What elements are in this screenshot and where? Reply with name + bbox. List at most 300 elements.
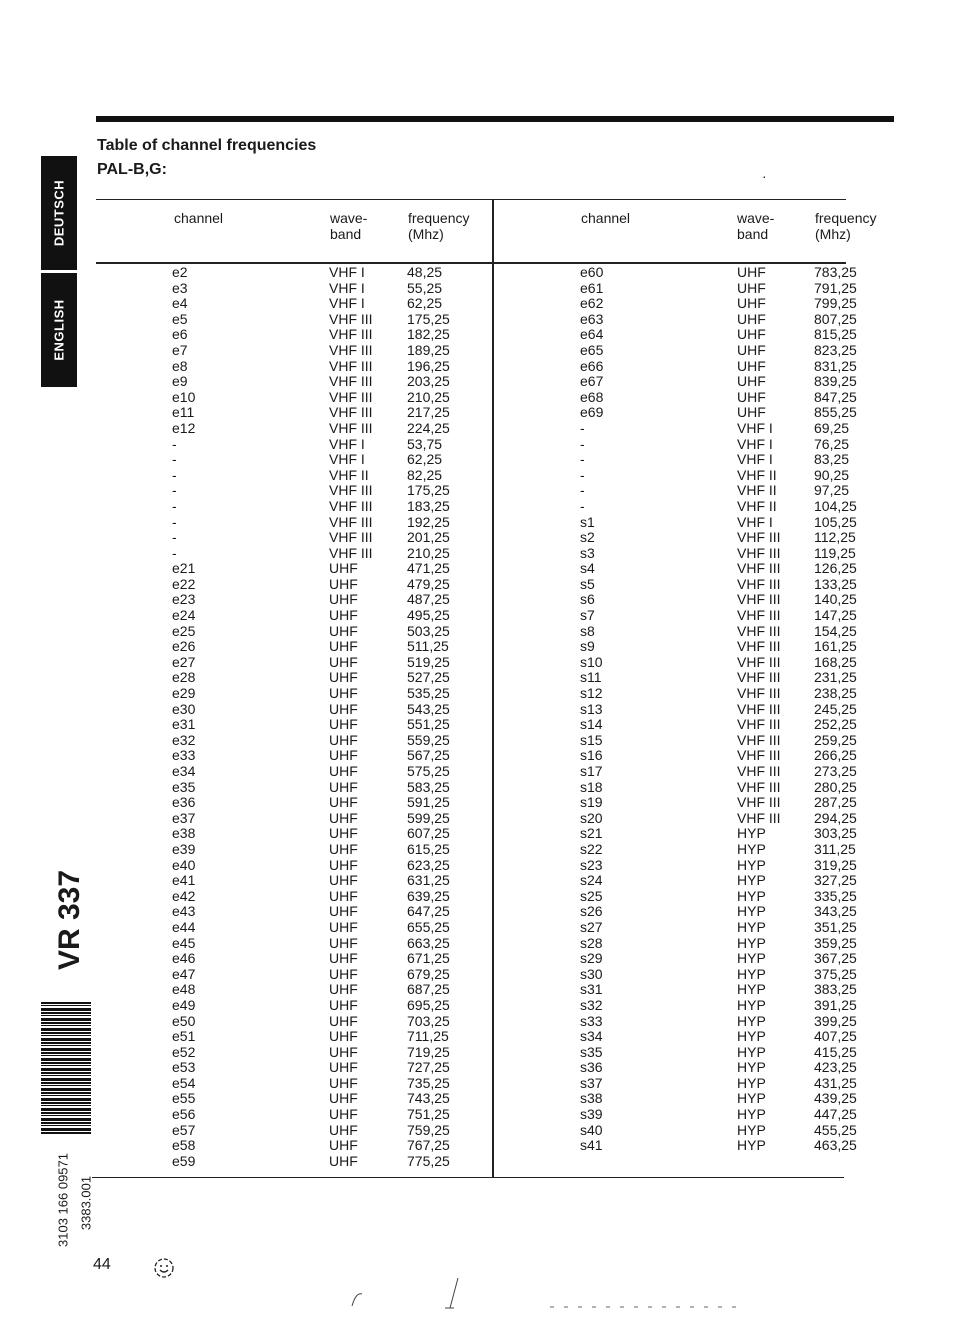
- table-cell: s16: [580, 747, 603, 764]
- table-cell: e57: [172, 1121, 196, 1138]
- table-cell: e35: [172, 778, 196, 795]
- table-cell: s2: [580, 529, 595, 546]
- table-cell: s32: [580, 996, 603, 1013]
- table-cell: UHF: [329, 1152, 358, 1169]
- table-cell: UHF: [329, 794, 358, 811]
- table-cell: e38: [172, 825, 196, 842]
- table-cell: VHF III: [737, 747, 781, 764]
- table-cell: e31: [172, 716, 196, 733]
- header-waveband-left: wave- band: [330, 210, 368, 242]
- table-cell: VHF III: [329, 310, 373, 327]
- table-cell: 287,25: [814, 794, 857, 811]
- table-cell: UHF: [329, 1012, 358, 1029]
- table-cell: VHF III: [329, 529, 373, 546]
- table-cell: UHF: [329, 950, 358, 967]
- table-cell: HYP: [737, 1106, 766, 1123]
- table-cell: 210,25: [407, 388, 450, 405]
- table-cell: 471,25: [407, 560, 450, 577]
- table-cell: 775,25: [407, 1152, 450, 1169]
- table-cell: UHF: [329, 700, 358, 717]
- table-cell: 503,25: [407, 622, 450, 639]
- table-cell: UHF: [329, 981, 358, 998]
- table-cell: s18: [580, 778, 603, 795]
- table-cell: 175,25: [407, 482, 450, 499]
- table-cell: 90,25: [814, 466, 850, 483]
- table-cell: UHF: [737, 373, 766, 390]
- table-cell: s36: [580, 1059, 603, 1076]
- table-cell: 319,25: [814, 856, 857, 873]
- table-cell: UHF: [737, 341, 766, 358]
- table-cell: 607,25: [407, 825, 450, 842]
- right-channel-column: [580, 265, 603, 1154]
- table-cell: HYP: [737, 934, 766, 951]
- table-cell: HYP: [737, 1090, 766, 1107]
- table-cell: e8: [172, 357, 188, 374]
- table-cell: e40: [172, 856, 196, 873]
- table-cell: e34: [172, 763, 196, 779]
- table-cell: VHF III: [737, 529, 781, 546]
- table-top-rule: [96, 199, 846, 200]
- table-cell: VHF III: [737, 560, 781, 577]
- table-cell: 53,75: [407, 435, 443, 452]
- table-cell: s24: [580, 872, 603, 889]
- table-cell: 559,25: [407, 731, 450, 748]
- table-cell: UHF: [737, 264, 766, 280]
- table-cell: 735,25: [407, 1074, 450, 1091]
- table-cell: VHF I: [329, 279, 365, 296]
- table-cell: VHF II: [737, 482, 777, 499]
- part-number-2: [76, 1158, 96, 1248]
- table-cell: VHF III: [329, 326, 373, 343]
- table-cell: HYP: [737, 825, 766, 842]
- table-cell: UHF: [329, 1121, 358, 1138]
- table-cell: VHF III: [329, 357, 373, 374]
- table-cell: 807,25: [814, 310, 857, 327]
- table-cell: e48: [172, 981, 196, 998]
- table-cell: 327,25: [814, 872, 857, 889]
- table-cell: 183,25: [407, 497, 450, 514]
- page-number: 44: [93, 1256, 111, 1273]
- table-cell: 351,25: [814, 918, 857, 935]
- table-cell: VHF III: [737, 685, 781, 702]
- table-cell: 511,25: [407, 638, 449, 655]
- table-cell: 238,25: [814, 685, 857, 702]
- table-cell: VHF III: [329, 513, 373, 530]
- table-cell: 407,25: [814, 1028, 857, 1045]
- table-cell: e69: [580, 404, 604, 421]
- table-cell: HYP: [737, 903, 766, 920]
- table-cell: 252,25: [814, 716, 857, 733]
- table-cell: e41: [172, 872, 196, 889]
- table-cell: 192,25: [407, 513, 450, 530]
- table-cell: s28: [580, 934, 603, 951]
- table-cell: s9: [580, 638, 595, 655]
- table-cell: 140,25: [814, 591, 857, 608]
- table-cell: 147,25: [814, 607, 857, 624]
- table-cell: 415,25: [814, 1043, 857, 1060]
- table-cell: 487,25: [407, 591, 450, 608]
- table-cell: -: [172, 451, 177, 468]
- table-cell: HYP: [737, 1074, 766, 1091]
- left-waveband-column: [329, 265, 373, 1169]
- table-cell: s6: [580, 591, 595, 608]
- table-cell: e11: [172, 404, 195, 421]
- table-cell: 855,25: [814, 404, 857, 421]
- table-cell: s17: [580, 763, 603, 779]
- table-cell: s26: [580, 903, 603, 920]
- table-cell: HYP: [737, 840, 766, 857]
- table-cell: HYP: [737, 856, 766, 873]
- table-cell: -: [580, 435, 585, 452]
- table-cell: VHF II: [737, 466, 777, 483]
- table-cell: 711,25: [407, 1028, 449, 1045]
- table-cell: UHF: [329, 996, 358, 1013]
- table-cell: UHF: [329, 622, 358, 639]
- table-cell: UHF: [329, 716, 358, 733]
- table-cell: e61: [580, 279, 604, 296]
- table-cell: VHF I: [329, 264, 365, 280]
- table-cell: UHF: [329, 685, 358, 702]
- table-cell: VHF III: [737, 763, 781, 779]
- table-cell: s11: [580, 669, 602, 686]
- table-cell: UHF: [329, 809, 358, 826]
- table-cell: 823,25: [814, 341, 857, 358]
- table-cell: e42: [172, 887, 196, 904]
- table-cell: UHF: [329, 965, 358, 982]
- table-cell: UHF: [329, 731, 358, 748]
- table-cell: VHF II: [329, 466, 369, 483]
- table-cell: s13: [580, 700, 603, 717]
- table-cell: VHF III: [737, 653, 781, 670]
- table-cell: UHF: [329, 1090, 358, 1107]
- table-cell: UHF: [329, 1106, 358, 1123]
- table-cell: e22: [172, 575, 196, 592]
- table-cell: -: [172, 529, 177, 546]
- table-cell: 767,25: [407, 1137, 450, 1154]
- table-cell: 743,25: [407, 1090, 450, 1107]
- table-cell: UHF: [329, 607, 358, 624]
- table-cell: UHF: [329, 903, 358, 920]
- table-cell: 76,25: [814, 435, 850, 452]
- table-cell: e58: [172, 1137, 196, 1154]
- table-cell: -: [172, 497, 177, 514]
- table-cell: e46: [172, 950, 196, 967]
- table-cell: 431,25: [814, 1074, 857, 1091]
- table-cell: e44: [172, 918, 196, 935]
- table-cell: UHF: [329, 1074, 358, 1091]
- table-cell: s25: [580, 887, 603, 904]
- table-cell: s5: [580, 575, 595, 592]
- table-cell: e64: [580, 326, 604, 343]
- table-cell: 439,25: [814, 1090, 857, 1107]
- table-cell: 495,25: [407, 607, 450, 624]
- model-label: VR 337: [53, 869, 86, 971]
- table-cell: e63: [580, 310, 604, 327]
- table-cell: 189,25: [407, 341, 450, 358]
- part-number-1-label: 3103 166 09571: [55, 1153, 71, 1247]
- table-cell: s22: [580, 840, 603, 857]
- table-cell: 126,25: [814, 560, 857, 577]
- header-channel-left: channel: [174, 210, 224, 226]
- table-cell: VHF III: [329, 373, 373, 390]
- table-cell: s19: [580, 794, 603, 811]
- table-cell: 69,25: [814, 419, 850, 436]
- table-cell: 599,25: [407, 809, 450, 826]
- table-cell: VHF III: [329, 482, 373, 499]
- table-cell: e67: [580, 373, 604, 390]
- table-cell: 791,25: [814, 279, 857, 296]
- table-cell: VHF I: [737, 435, 773, 452]
- table-cell: s8: [580, 622, 595, 639]
- table-cell: VHF III: [737, 591, 781, 608]
- table-cell: VHF III: [737, 731, 781, 748]
- table-bottom-rule: [92, 1177, 844, 1178]
- table-cell: 783,25: [814, 264, 857, 280]
- table-cell: HYP: [737, 965, 766, 982]
- table-cell: UHF: [329, 1059, 358, 1076]
- table-cell: 615,25: [407, 840, 450, 857]
- table-cell: 154,25: [814, 622, 857, 639]
- table-cell: HYP: [737, 918, 766, 935]
- table-cell: 55,25: [407, 279, 443, 296]
- table-cell: 695,25: [407, 996, 450, 1013]
- table-cell: e3: [172, 279, 188, 296]
- table-cell: UHF: [329, 653, 358, 670]
- table-cell: 105,25: [814, 513, 857, 530]
- table-cell: s1: [580, 513, 595, 530]
- language-tab-english: [41, 273, 77, 387]
- table-cell: s27: [580, 918, 603, 935]
- table-cell: 133,25: [814, 575, 857, 592]
- table-cell: e24: [172, 607, 196, 624]
- table-cell: s7: [580, 607, 595, 624]
- table-cell: HYP: [737, 1028, 766, 1045]
- table-cell: 62,25: [407, 451, 443, 468]
- table-cell: 168,25: [814, 653, 857, 670]
- table-cell: s15: [580, 731, 603, 748]
- table-cell: e6: [172, 326, 188, 343]
- table-cell: VHF III: [329, 419, 373, 436]
- top-rule: [96, 116, 894, 122]
- table-cell: VHF III: [737, 669, 781, 686]
- table-cell: e59: [172, 1152, 196, 1169]
- table-cell: 375,25: [814, 965, 857, 982]
- table-cell: 311,25: [814, 840, 856, 857]
- table-cell: 62,25: [407, 295, 443, 312]
- header-waveband-right: wave- band: [737, 210, 775, 242]
- table-cell: 97,25: [814, 482, 850, 499]
- table-cell: s20: [580, 809, 603, 826]
- table-cell: e50: [172, 1012, 196, 1029]
- table-cell: VHF III: [737, 544, 781, 561]
- table-cell: -: [580, 451, 585, 468]
- table-cell: UHF: [329, 918, 358, 935]
- barcode: [41, 1002, 91, 1134]
- header-channel-right: channel: [581, 210, 631, 226]
- table-cell: -: [580, 466, 585, 483]
- table-cell: e10: [172, 388, 196, 405]
- table-cell: e53: [172, 1059, 196, 1076]
- table-cell: VHF III: [737, 700, 781, 717]
- table-cell: e47: [172, 965, 196, 982]
- table-cell: VHF I: [329, 295, 365, 312]
- table-cell: VHF III: [737, 638, 781, 655]
- table-cell: s3: [580, 544, 595, 561]
- table-cell: 343,25: [814, 903, 857, 920]
- table-cell: UHF: [737, 326, 766, 343]
- table-cell: e51: [172, 1028, 196, 1045]
- table-cell: s40: [580, 1121, 603, 1138]
- table-cell: 639,25: [407, 887, 450, 904]
- table-cell: VHF III: [737, 778, 781, 795]
- table-cell: HYP: [737, 1059, 766, 1076]
- table-cell: 367,25: [814, 950, 857, 967]
- table-cell: e55: [172, 1090, 196, 1107]
- table-cell: s30: [580, 965, 603, 982]
- table-cell: e2: [172, 264, 188, 280]
- table-cell: e33: [172, 747, 196, 764]
- page-title: Table of channel frequencies: [97, 137, 317, 154]
- table-cell: HYP: [737, 950, 766, 967]
- table-cell: VHF II: [737, 497, 777, 514]
- table-cell: 631,25: [407, 872, 450, 889]
- table-cell: 83,25: [814, 451, 850, 468]
- table-cell: s23: [580, 856, 603, 873]
- table-cell: HYP: [737, 981, 766, 998]
- table-cell: s33: [580, 1012, 603, 1029]
- table-cell: 391,25: [814, 996, 857, 1013]
- table-cell: 575,25: [407, 763, 450, 779]
- table-cell: 815,25: [814, 326, 857, 343]
- table-cell: 335,25: [814, 887, 857, 904]
- table-cell: -: [172, 513, 177, 530]
- table-cell: 655,25: [407, 918, 450, 935]
- table-cell: VHF III: [737, 575, 781, 592]
- table-cell: e26: [172, 638, 196, 655]
- table-cell: VHF III: [329, 497, 373, 514]
- table-cell: s38: [580, 1090, 603, 1107]
- table-cell: e28: [172, 669, 196, 686]
- table-cell: 217,25: [407, 404, 450, 421]
- table-cell: e9: [172, 373, 188, 390]
- table-cell: 679,25: [407, 965, 450, 982]
- table-cell: s21: [580, 825, 603, 842]
- table-cell: 703,25: [407, 1012, 450, 1029]
- table-cell: UHF: [737, 310, 766, 327]
- table-cell: UHF: [329, 840, 358, 857]
- pencil-marks: [340, 1270, 740, 1320]
- table-cell: e30: [172, 700, 196, 717]
- table-cell: s12: [580, 685, 603, 702]
- table-cell: 591,25: [407, 794, 450, 811]
- header-frequency-left: frequency (Mhz): [408, 210, 470, 242]
- table-cell: 48,25: [407, 264, 443, 280]
- table-cell: e21: [172, 560, 196, 577]
- table-cell: 799,25: [814, 295, 857, 312]
- table-cell: UHF: [329, 934, 358, 951]
- table-cell: 727,25: [407, 1059, 450, 1076]
- table-cell: e25: [172, 622, 196, 639]
- table-cell: VHF III: [737, 716, 781, 733]
- part-number-2-label: 3383.001: [78, 1175, 94, 1231]
- table-cell: UHF: [329, 778, 358, 795]
- table-cell: HYP: [737, 1043, 766, 1060]
- table-cell: e43: [172, 903, 196, 920]
- table-cell: e62: [580, 295, 604, 312]
- table-cell: UHF: [329, 856, 358, 873]
- table-cell: 383,25: [814, 981, 857, 998]
- table-cell: 175,25: [407, 310, 450, 327]
- part-number-1: [53, 1140, 73, 1260]
- table-cell: e4: [172, 295, 188, 312]
- table-cell: UHF: [329, 638, 358, 655]
- table-cell: 479,25: [407, 575, 450, 592]
- table-cell: 359,25: [814, 934, 857, 951]
- table-cell: UHF: [737, 279, 766, 296]
- table-cell: 294,25: [814, 809, 857, 826]
- table-cell: 543,25: [407, 700, 450, 717]
- table-cell: UHF: [737, 404, 766, 421]
- table-cell: UHF: [737, 357, 766, 374]
- table-cell: s37: [580, 1074, 603, 1091]
- table-cell: HYP: [737, 872, 766, 889]
- table-cell: s10: [580, 653, 603, 670]
- table-cell: VHF I: [737, 419, 773, 436]
- table-cell: 463,25: [814, 1137, 857, 1154]
- model-name: [50, 870, 90, 970]
- right-frequency-column: [814, 265, 857, 1154]
- table-cell: e32: [172, 731, 196, 748]
- table-cell: 527,25: [407, 669, 450, 686]
- table-cell: HYP: [737, 996, 766, 1013]
- table-cell: 303,25: [814, 825, 857, 842]
- table-cell: UHF: [329, 763, 358, 779]
- table-cell: 751,25: [407, 1106, 450, 1123]
- table-cell: e27: [172, 653, 196, 670]
- table-cell: 119,25: [814, 544, 856, 561]
- table-cell: UHF: [329, 825, 358, 842]
- table-cell: e52: [172, 1043, 196, 1060]
- table-cell: s34: [580, 1028, 603, 1045]
- table-cell: -: [172, 435, 177, 452]
- table-cell: VHF III: [737, 622, 781, 639]
- table-cell: VHF III: [737, 607, 781, 624]
- table-cell: 687,25: [407, 981, 450, 998]
- table-cell: -: [580, 497, 585, 514]
- column-divider: [492, 199, 494, 1177]
- table-cell: 201,25: [407, 529, 450, 546]
- table-cell: 196,25: [407, 357, 450, 374]
- table-cell: VHF III: [329, 404, 373, 421]
- table-cell: VHF I: [737, 451, 773, 468]
- table-cell: e37: [172, 809, 196, 826]
- table-cell: VHF III: [329, 388, 373, 405]
- table-cell: s35: [580, 1043, 603, 1060]
- table-cell: -: [172, 466, 177, 483]
- table-cell: 567,25: [407, 747, 450, 764]
- table-cell: VHF I: [329, 435, 365, 452]
- table-cell: UHF: [329, 591, 358, 608]
- table-cell: e23: [172, 591, 196, 608]
- table-cell: 447,25: [814, 1106, 857, 1123]
- table-cell: 224,25: [407, 419, 450, 436]
- table-cell: 266,25: [814, 747, 857, 764]
- table-cell: e36: [172, 794, 196, 811]
- table-cell: e39: [172, 840, 196, 857]
- table-cell: s4: [580, 560, 595, 577]
- table-cell: HYP: [737, 887, 766, 904]
- table-cell: 535,25: [407, 685, 450, 702]
